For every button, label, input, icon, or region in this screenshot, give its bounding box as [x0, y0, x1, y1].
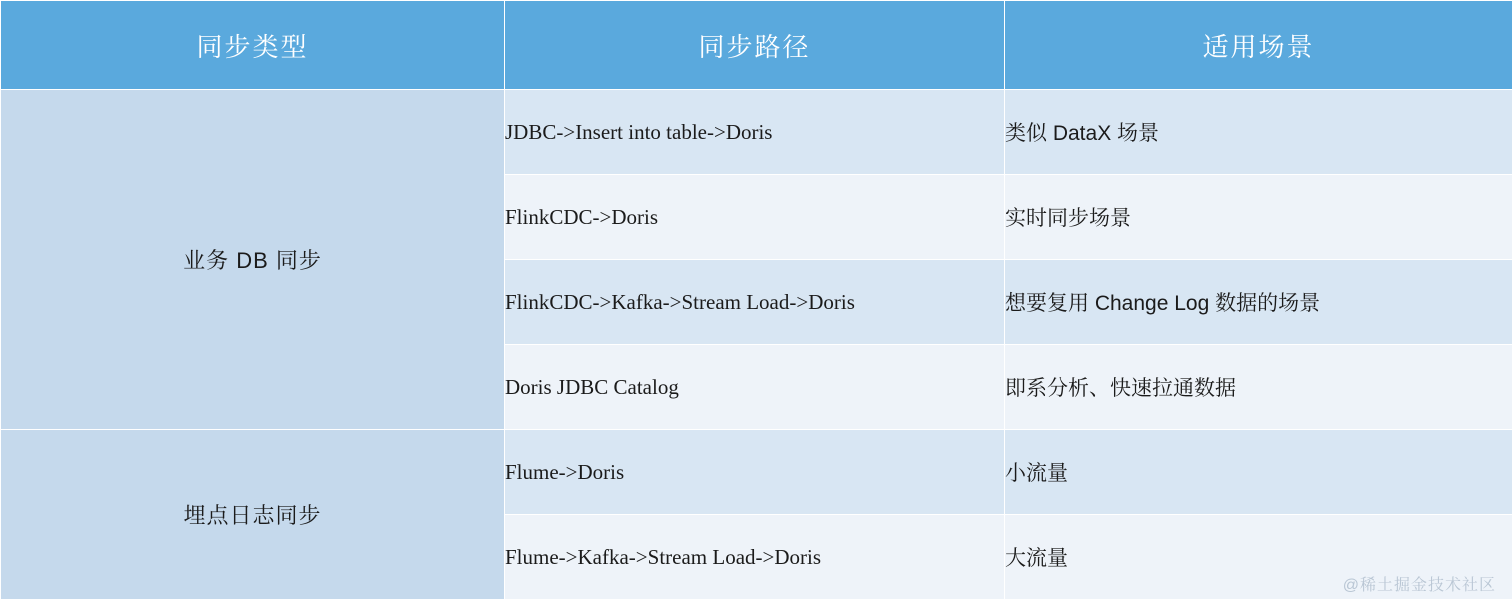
path-cell: Doris JDBC Catalog [505, 345, 1005, 430]
column-header-sync-type: 同步类型 [1, 1, 505, 90]
column-header-sync-path: 同步路径 [505, 1, 1005, 90]
path-cell: JDBC->Insert into table->Doris [505, 90, 1005, 175]
path-cell: FlinkCDC->Kafka->Stream Load->Doris [505, 260, 1005, 345]
scenario-cell: 类似 DataX 场景 [1005, 90, 1512, 175]
path-cell: FlinkCDC->Doris [505, 175, 1005, 260]
scenario-cell: 小流量 [1005, 430, 1512, 515]
scenario-cell: 大流量 [1005, 515, 1512, 600]
column-header-scenario: 适用场景 [1005, 1, 1512, 90]
watermark: @稀土掘金技术社区 [1342, 577, 1496, 594]
table-body [1, 90, 1512, 600]
path-cell: Flume->Doris [505, 430, 1005, 515]
scenario-cell: 即系分析、快速拉通数据 [1005, 345, 1512, 430]
category-cell-log-sync: 埋点日志同步 [1, 430, 505, 600]
table-row [1, 90, 1512, 175]
table-row [1, 430, 1512, 515]
table-header [1, 1, 1512, 90]
scenario-cell: 想要复用 Change Log 数据的场景 [1005, 260, 1512, 345]
path-cell: Flume->Kafka->Stream Load->Doris [505, 515, 1005, 600]
category-cell-business-db: 业务 DB 同步 [1, 90, 505, 430]
scenario-cell: 实时同步场景 [1005, 175, 1512, 260]
header-row [1, 1, 1512, 90]
